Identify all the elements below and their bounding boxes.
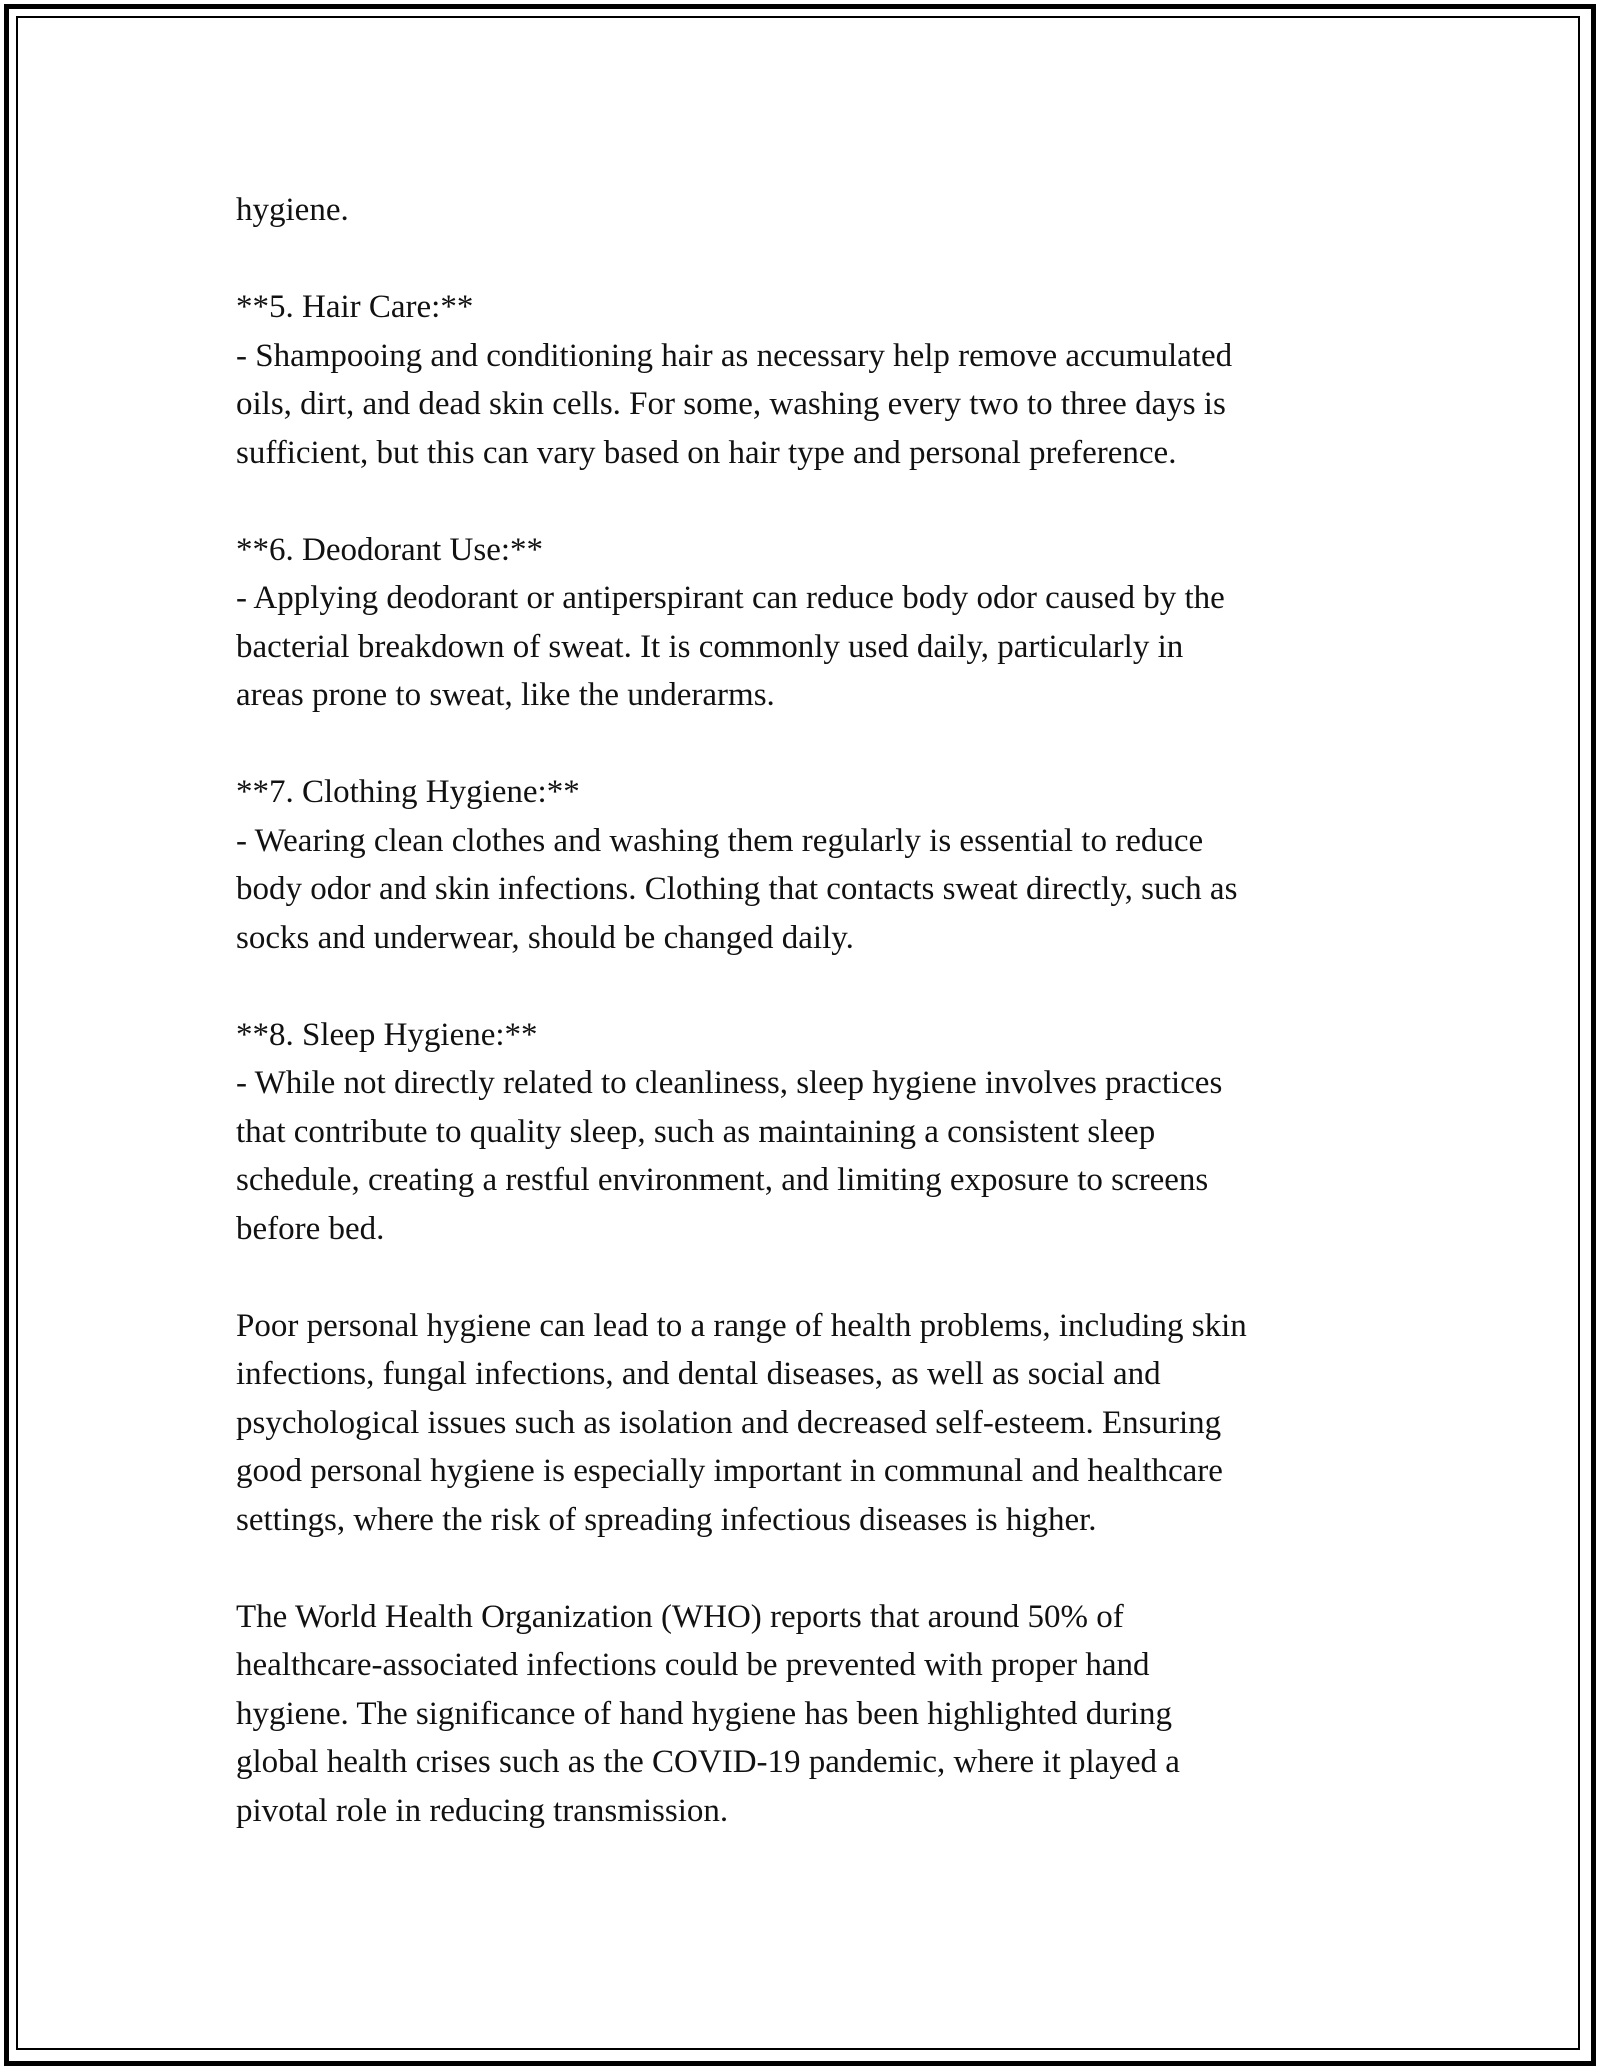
text-line: pivotal role in reducing transmission.: [236, 1792, 729, 1829]
text-line: body odor and skin infections. Clothing that contacts sweat directly, such as: [236, 871, 1238, 907]
continuation-paragraph: [236, 186, 1366, 235]
text-line: - Applying deodorant or antiperspirant can reduce body odor caused by the: [236, 580, 1225, 616]
section-clothing-hygiene: [236, 768, 1366, 962]
text-line: healthcare-associated infections could be prevented with proper hand: [236, 1647, 1150, 1683]
text-line: - While not directly related to cleanliness, sleep hygiene involves practices: [236, 1065, 1223, 1101]
text-line: - Wearing clean clothes and washing them regularly is essential to reduce: [236, 822, 1204, 859]
text-line: The World Health Organization (WHO) reports that around 50% of: [236, 1598, 1124, 1635]
text-line: hygiene. The significance of hand hygiene has been highlighted during: [236, 1695, 1172, 1732]
text-line: before bed.: [236, 1210, 385, 1247]
text-line: hygiene.: [236, 192, 349, 228]
paragraph-poor-hygiene: [236, 1302, 1366, 1545]
text-line: settings, where the risk of spreading infectious diseases is higher.: [236, 1501, 1097, 1538]
text-line: schedule, creating a restful environment, and limiting exposure to screens: [236, 1162, 1209, 1198]
section-heading: **6. Deodorant Use:**: [236, 531, 544, 568]
section-heading: **8. Sleep Hygiene:**: [236, 1016, 538, 1053]
section-heading: **5. Hair Care:**: [236, 289, 474, 325]
text-line: Poor personal hygiene can lead to a range of health problems, including skin: [236, 1307, 1247, 1344]
text-line: - Shampooing and conditioning hair as necessary help remove accumulated: [236, 337, 1233, 374]
text-line: that contribute to quality sleep, such as maintaining a consistent sleep: [236, 1113, 1156, 1150]
section-deodorant-use: [236, 526, 1366, 720]
text-line: areas prone to sweat, like the underarms.: [236, 677, 775, 713]
text-line: bacterial breakdown of sweat. It is commonly used daily, particularly in: [236, 628, 1184, 665]
section-heading: **7. Clothing Hygiene:**: [236, 774, 580, 810]
document-body: [236, 186, 1366, 1884]
text-line: good personal hygiene is especially important in communal and healthcare: [236, 1453, 1223, 1489]
text-line: socks and underwear, should be changed daily.: [236, 919, 854, 956]
text-line: infections, fungal infections, and dental diseases, as well as social and: [236, 1356, 1161, 1392]
text-line: global health crises such as the COVID-19 pandemic, where it played a: [236, 1744, 1180, 1780]
section-hair-care: [236, 283, 1366, 477]
text-line: oils, dirt, and dead skin cells. For some, washing every two to three days is: [236, 386, 1226, 422]
paragraph-who-report: [236, 1593, 1366, 1836]
text-line: sufficient, but this can vary based on hair type and personal preference.: [236, 434, 1177, 471]
section-sleep-hygiene: [236, 1011, 1366, 1254]
text-line: psychological issues such as isolation and decreased self-esteem. Ensuring: [236, 1404, 1222, 1441]
